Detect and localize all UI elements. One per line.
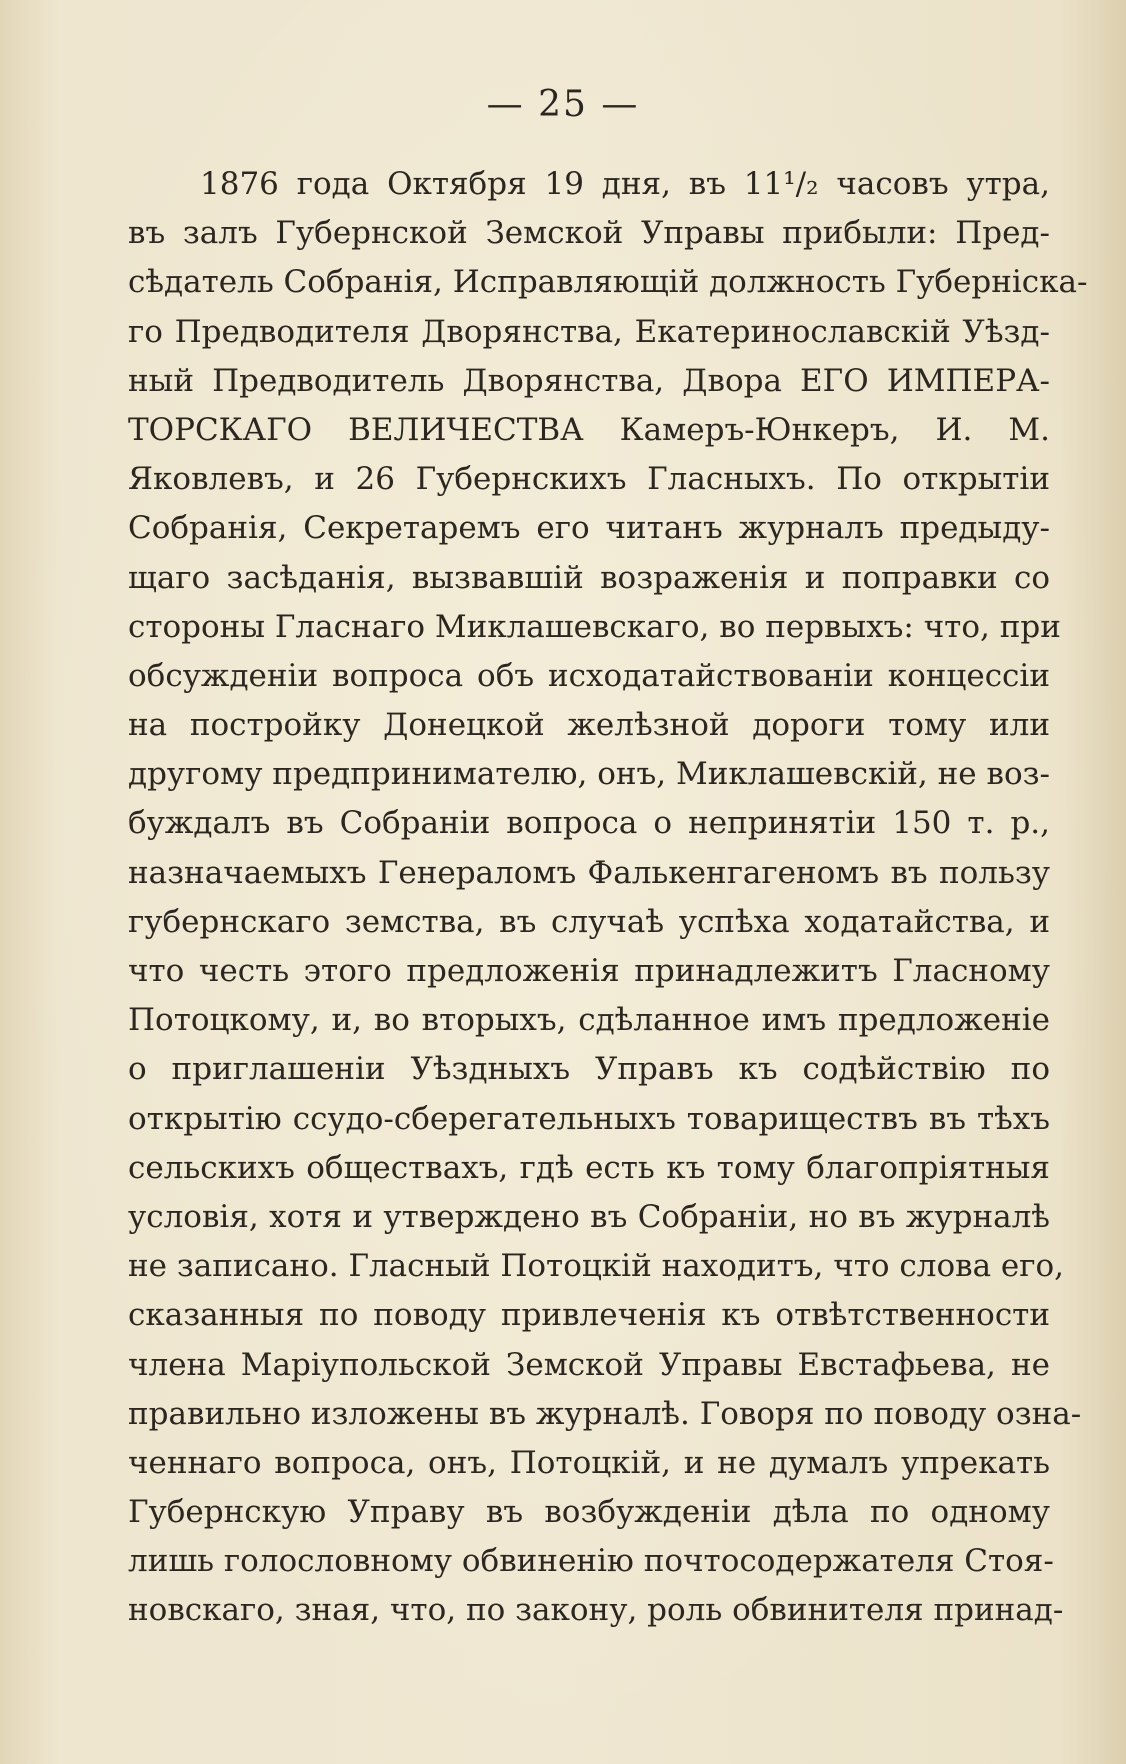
- text-line: сказанныя по поводу привлеченія къ отвѣтственности: [128, 1297, 1050, 1334]
- text-line: назначаемыхъ Генераломъ Фалькенгагеномъ въ пользу: [128, 854, 1050, 891]
- text-line: сѣдатель Собранія, Исправляющій должность Губерніска-: [128, 264, 1088, 301]
- text-line: другому предпринимателю, онъ, Миклашевскій, не воз-: [128, 756, 1050, 793]
- text-line: новскаго, зная, что, по закону, роль обвинителя принад-: [128, 1592, 1064, 1629]
- text-line: Губернскую Управу въ возбужденіи дѣла по одному: [128, 1494, 1050, 1531]
- text-line: буждалъ въ Собраніи вопроса о непринятіи 150 т. р.,: [128, 805, 1050, 842]
- text-line: ТОРСКАГО ВЕЛИЧЕСТВА Камеръ-Юнкеръ, И. М.: [128, 411, 1050, 448]
- text-line: лишь голословному обвиненію почтосодержателя Стоя-: [128, 1543, 1054, 1580]
- body-text: [128, 160, 1088, 1636]
- text-line: члена Маріупольской Земской Управы Евстафьева, не: [128, 1346, 1050, 1383]
- text-line: ный Предводитель Дворянства, Двора ЕГО ИМПЕРА-: [128, 362, 1050, 399]
- page-number: — 25 —: [486, 84, 640, 125]
- text-line: 1876 года Октября 19 дня, въ 11¹/₂ часовъ утра,: [200, 166, 1050, 202]
- text-line: стороны Гласнаго Миклашевскаго, во первыхъ: что, при: [128, 608, 1061, 645]
- text-line: условія, хотя и утверждено въ Собраніи, но въ журналѣ: [128, 1198, 1050, 1235]
- text-line: губернскаго земства, въ случаѣ успѣха ходатайства, и: [128, 903, 1050, 940]
- text-line: на постройку Донецкой желѣзной дороги тому или: [128, 707, 1050, 744]
- text-line: Потоцкому, и, во вторыхъ, сдѣланное имъ предложеніе: [128, 1002, 1050, 1039]
- text-line: о приглашеніи Уѣздныхъ Управъ къ содѣйствію по: [128, 1051, 1050, 1088]
- text-line: открытію ссудо-сберегательныхъ товариществъ въ тѣхъ: [128, 1100, 1050, 1137]
- text-line: ченнаго вопроса, онъ, Потоцкій, и не думалъ упрекать: [128, 1444, 1050, 1481]
- text-line: го Предводителя Дворянства, Екатеринославскій Уѣзд-: [128, 313, 1050, 350]
- text-line: въ залъ Губернской Земской Управы прибыли: Пред-: [128, 215, 1050, 252]
- text-line: что честь этого предложенія принадлежитъ Гласному: [128, 953, 1050, 989]
- text-line: Яковлевъ, и 26 Губернскихъ Гласныхъ. По открытіи: [128, 461, 1050, 498]
- text-line: обсужденіи вопроса объ исходатайствованіи концессіи: [128, 657, 1050, 694]
- text-line: сельскихъ обществахъ, гдѣ есть къ тому благопріятныя: [128, 1149, 1050, 1186]
- text-line: не записано. Гласный Потоцкій находитъ, что слова его,: [128, 1248, 1065, 1285]
- text-line: Собранія, Секретаремъ его читанъ журналъ предыду-: [128, 510, 1050, 547]
- text-line: правильно изложены въ журналѣ. Говоря по поводу озна-: [128, 1395, 1082, 1432]
- text-line: щаго засѣданія, вызвавшій возраженія и поправки со: [128, 559, 1050, 596]
